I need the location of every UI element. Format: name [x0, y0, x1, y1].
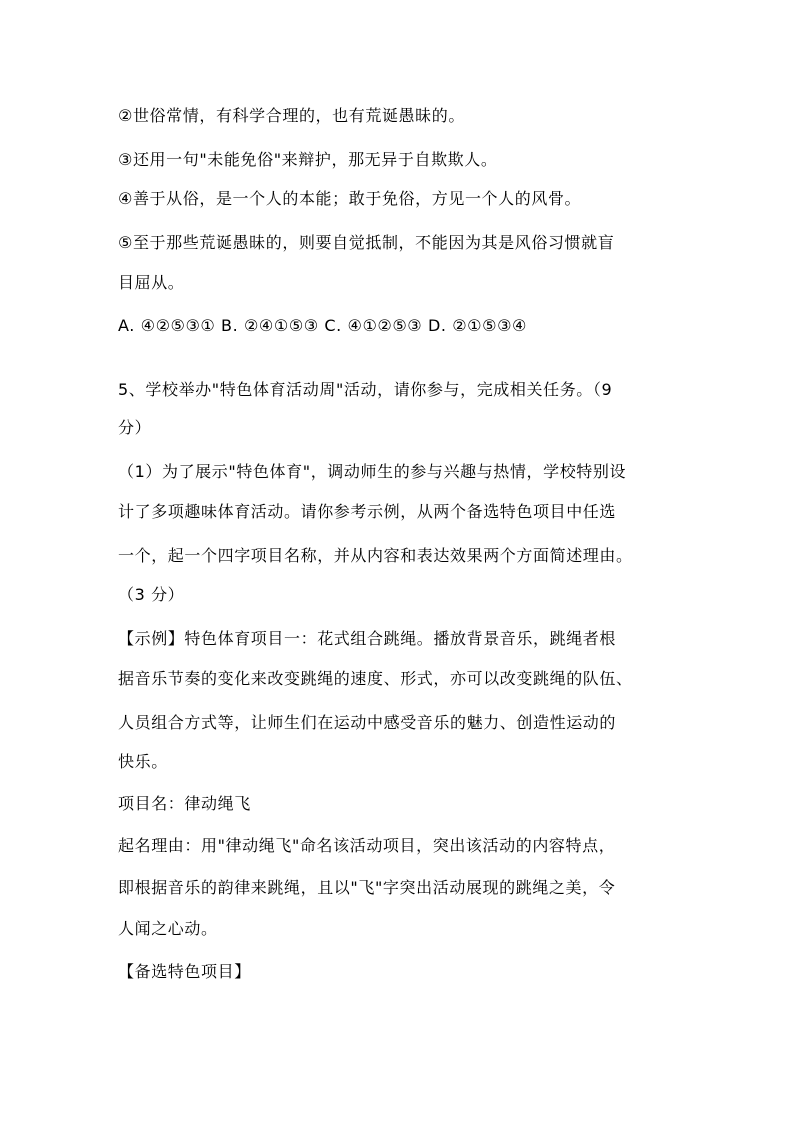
reason-line-3: 人闻之心动。 [118, 919, 218, 938]
subquestion-1-line-1: （1）为了展示"特色体育"，调动师生的参与兴趣与热情，学校特别设 [118, 462, 627, 481]
option-line-5-cont: 目屈从。 [118, 273, 185, 292]
subquestion-1-line-3: 一个，起一个四字项目名称，并从内容和表达效果两个方面简述理由。 [118, 546, 633, 565]
option-line-5: ⑤至于那些荒诞愚昧的，则要自觉抵制，不能因为其是风俗习惯就盲 [118, 233, 615, 252]
example-line-4: 快乐。 [118, 752, 168, 771]
project-name: 项目名：律动绳飞 [118, 794, 251, 813]
example-line-3: 人员组合方式等，让师生们在运动中感受音乐的魅力、创造性运动的 [118, 713, 617, 732]
option-line-4: ④善于从俗，是一个人的本能；敢于免俗，方见一个人的风骨。 [118, 189, 582, 208]
alternative-projects-heading: 【备选特色项目】 [118, 962, 251, 981]
example-line-1: 【示例】特色体育项目一：花式组合跳绳。播放背景音乐，跳绳者根 [118, 629, 617, 648]
question-5-title-cont: 分） [118, 418, 152, 437]
answer-choices: A. ④②⑤③① B. ②④①⑤③ C. ④①②⑤③ D. ②①⑤③④ [118, 316, 527, 335]
reason-line-2: 即根据音乐的韵律来跳绳，且以"飞"字突出活动展现的跳绳之美，令 [118, 878, 616, 897]
subquestion-1-line-2: 计了多项趣味体育活动。请你参考示例，从两个备选特色项目中任选 [118, 502, 617, 521]
subquestion-1-score: （3 分） [118, 585, 185, 604]
option-line-3: ③还用一句"未能免俗"来辩护，那无异于自欺欺人。 [118, 150, 498, 169]
question-5-title: 5、学校举办"特色体育活动周"活动，请你参与，完成相关任务。（9 [118, 380, 613, 399]
reason-line-1: 起名理由：用"律动绳飞"命名该活动项目，突出该活动的内容特点， [118, 836, 616, 855]
example-line-2: 据音乐节奏的变化来改变跳绳的速度、形式，亦可以改变跳绳的队伍、 [118, 669, 633, 688]
option-line-2: ②世俗常情，有科学合理的，也有荒诞愚昧的。 [118, 106, 465, 125]
